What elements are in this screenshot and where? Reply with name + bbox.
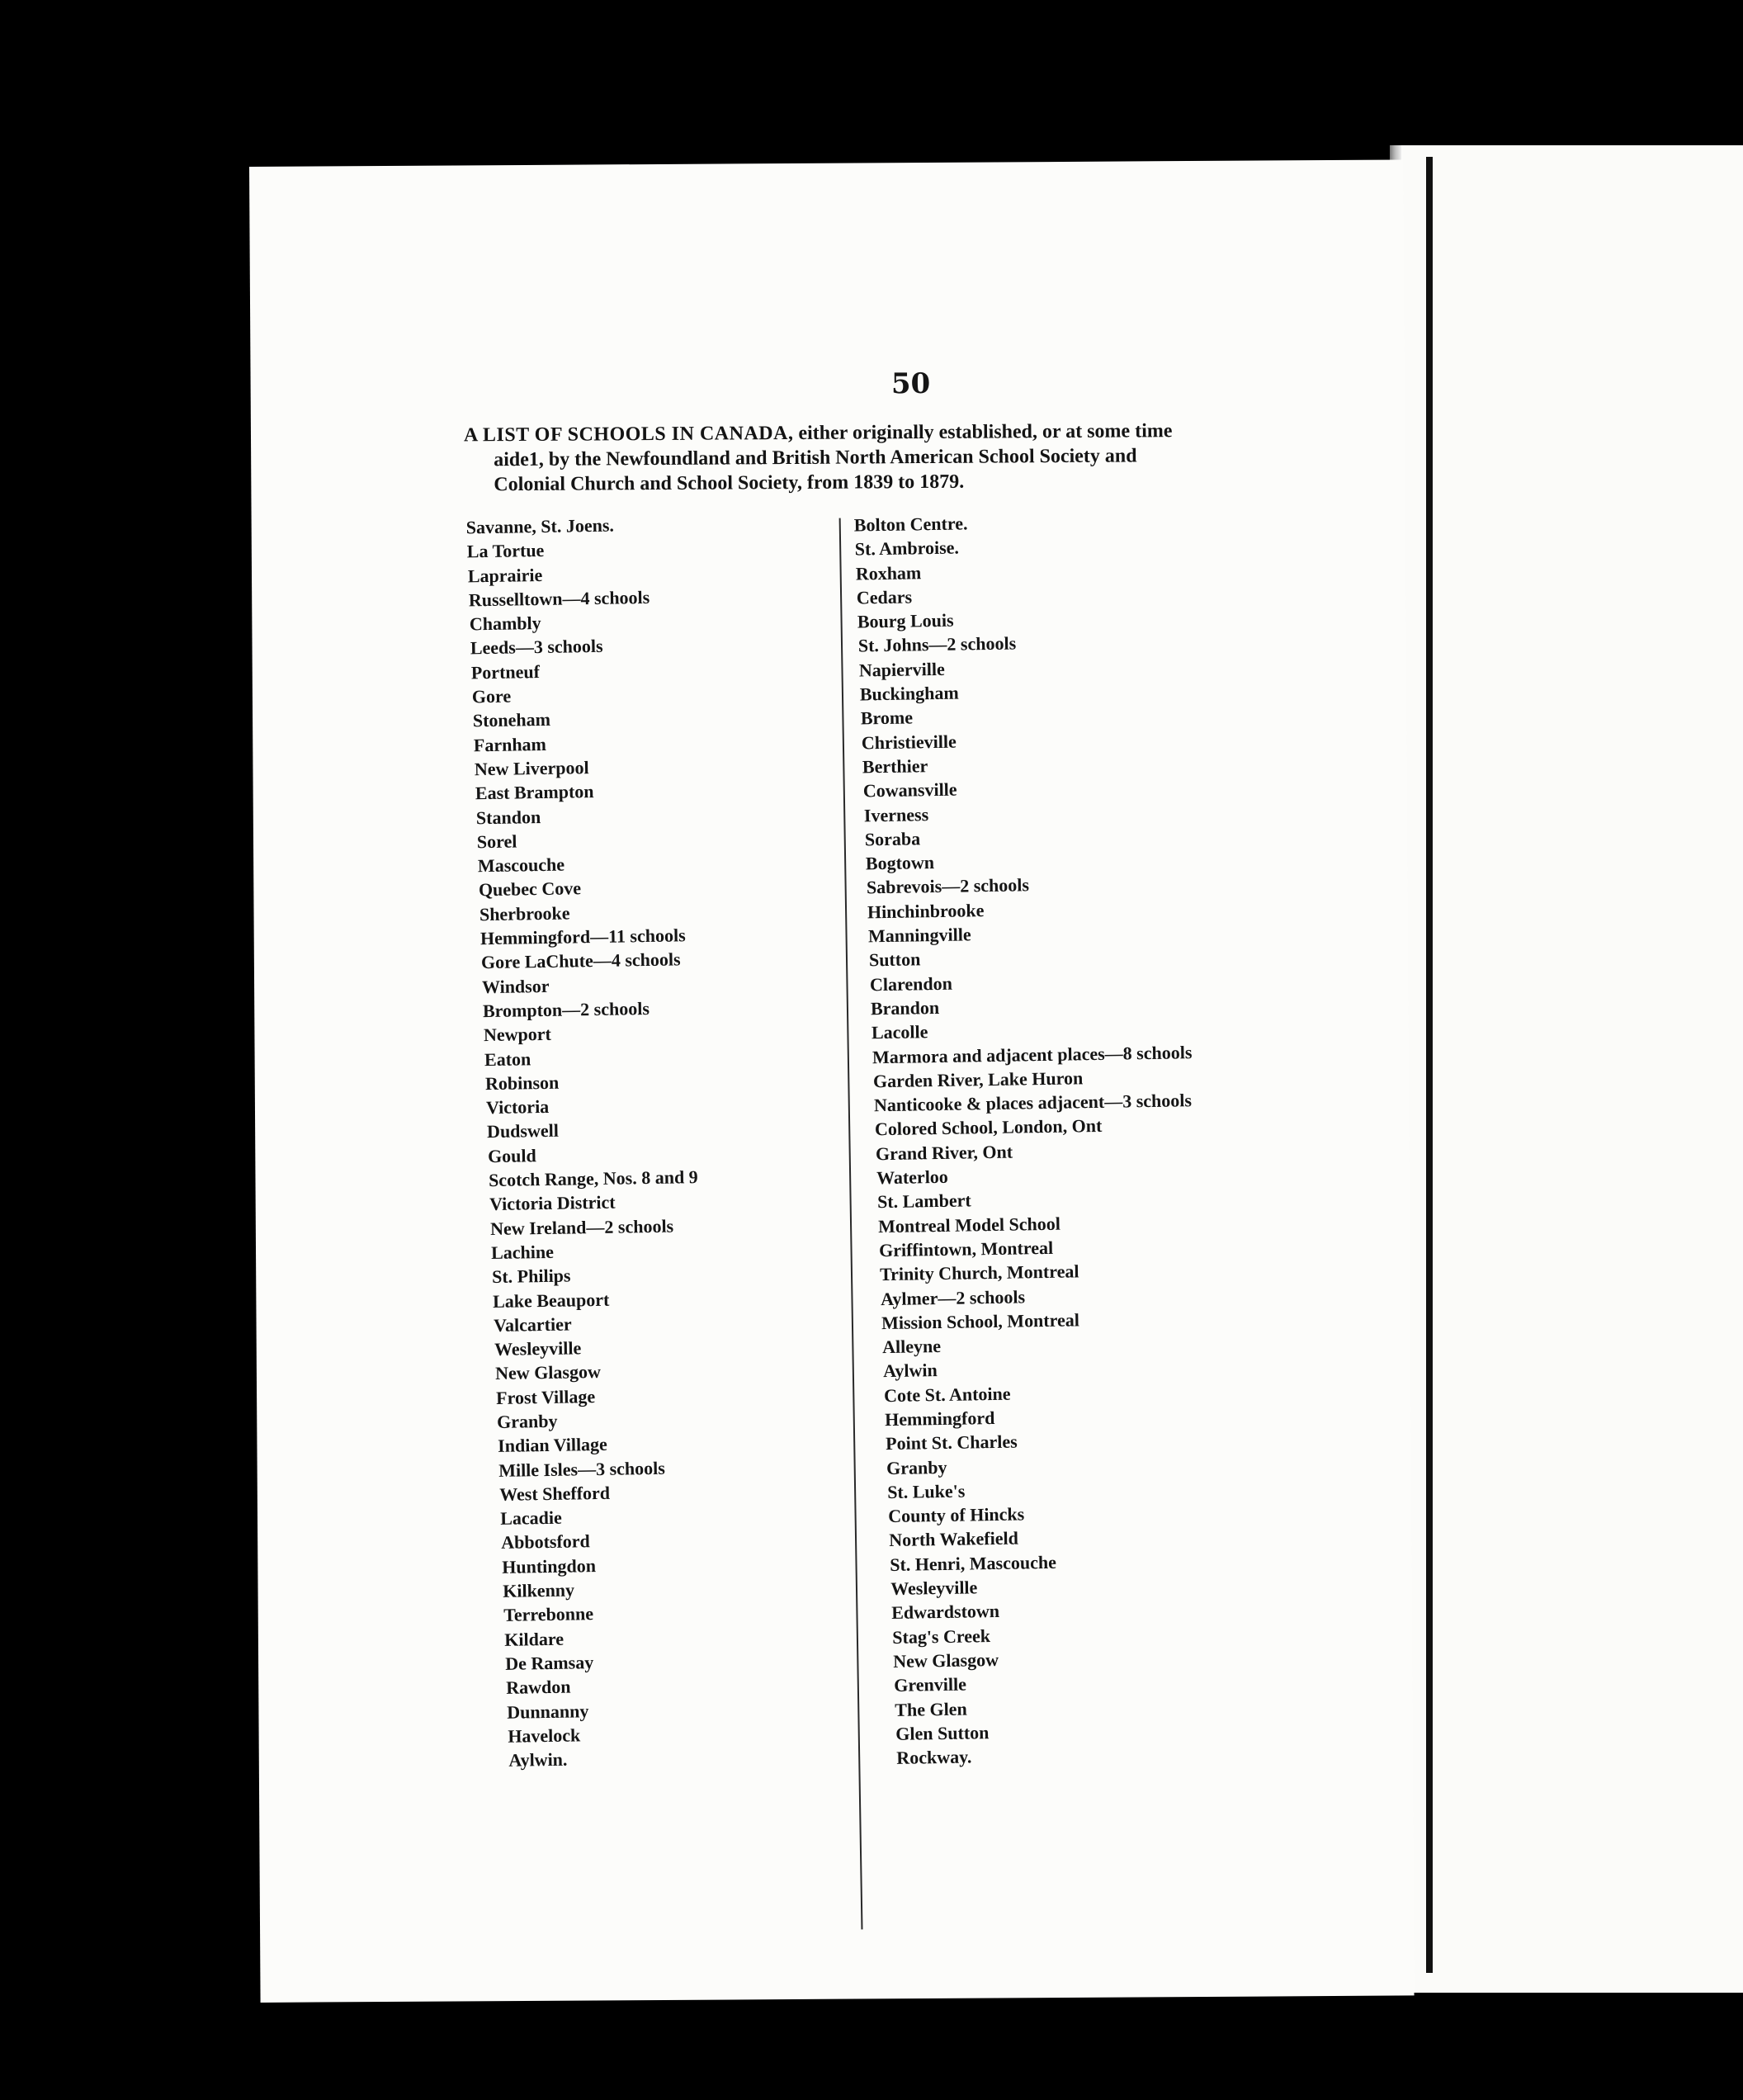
school-entry: Garden River, Lake Huron (872, 1067, 1084, 1092)
school-entry: Dudswell (486, 1120, 560, 1142)
school-entry: La Tortue (466, 540, 545, 562)
school-entry: Granby (886, 1456, 947, 1478)
school-entry: Mascouche (477, 854, 565, 877)
school-entry: Berthier (862, 755, 928, 778)
school-entry: North Wakefield (889, 1528, 1019, 1551)
facing-page-rule (1426, 157, 1433, 1973)
school-entry: Valcartier (493, 1313, 572, 1336)
heading-title: A LIST OF SCHOOLS IN CANADA, (463, 422, 794, 447)
school-entry: Manningville (867, 924, 971, 947)
right-school-list (854, 506, 1336, 1771)
school-entry: Brompton—2 schools (482, 997, 650, 1022)
school-entry: Edwardstown (891, 1601, 1000, 1624)
school-entry: Victoria (485, 1096, 550, 1119)
school-entry: Mille Isles—3 schools (498, 1457, 666, 1481)
school-entry: Dunnanny (507, 1700, 589, 1723)
school-entry: Clarendon (869, 972, 953, 995)
school-entry: New Glasgow (893, 1648, 999, 1672)
school-entry: Kilkenny (503, 1579, 575, 1601)
school-entry: Aylwin. (508, 1748, 568, 1771)
school-entry: Bogtown (865, 852, 935, 874)
facing-page (1390, 145, 1743, 1993)
school-entry: Havelock (508, 1724, 581, 1747)
school-entry: Waterloo (876, 1166, 949, 1189)
school-entry: Sherbrooke (479, 902, 570, 925)
school-entry: Chambly (469, 612, 541, 635)
school-entry: Cowansville (862, 778, 957, 802)
school-entry: Alleyne (881, 1336, 942, 1358)
school-entry: Wesleyville (494, 1337, 582, 1360)
school-entry: Lachine (490, 1241, 555, 1263)
school-entry: Rockway. (896, 1746, 972, 1769)
school-entry: Terrebonne (503, 1603, 594, 1626)
school-entry: De Ramsay (505, 1652, 594, 1674)
school-entry: St. Lambert (876, 1190, 971, 1213)
school-entry: Aylwin (882, 1360, 938, 1382)
school-entry: Brandon (870, 996, 940, 1019)
school-entry: Montreal Model School (877, 1213, 1061, 1237)
school-entry: Scotch Range, Nos. 8 and 9 (488, 1166, 698, 1191)
school-entry: Roxham (855, 561, 922, 584)
school-entry: Colored School, London, Ont (874, 1115, 1103, 1140)
school-entry: Sorel (476, 830, 517, 853)
school-entry: St. Johns—2 schools (857, 632, 1017, 656)
school-entry: Windsor (481, 975, 550, 997)
school-entry: St. Philips (491, 1265, 571, 1288)
school-entry: Newport (483, 1024, 552, 1046)
heading-line-1-rest: either originally established, or at some time (793, 420, 1173, 444)
heading-line-2: aide1, by the Newfoundland and British North American School Society and (494, 445, 1137, 471)
school-entry: Aylmer—2 schools (880, 1285, 1026, 1309)
school-entry: Stag's Creek (892, 1625, 991, 1648)
school-entry: Point St. Charles (885, 1431, 1018, 1454)
school-entry: Iverness (863, 803, 929, 825)
school-entry: St. Ambroise. (854, 537, 960, 560)
school-entry: Christieville (861, 731, 957, 754)
school-entry: Lacadie (500, 1506, 562, 1530)
school-entry: Quebec Cove (478, 877, 582, 901)
school-entry: Nanticooke & places adjacent—3 schools (873, 1090, 1193, 1116)
school-entry: Farnham (473, 733, 547, 755)
school-entry: The Glen (895, 1698, 967, 1720)
school-entry: Sutton (868, 948, 921, 971)
school-entry: Standon (475, 806, 541, 828)
school-entry: Hinchinbrooke (867, 899, 985, 923)
school-entry: Robinson (484, 1071, 560, 1094)
school-entry: New Glasgow (494, 1361, 602, 1384)
school-entry: West Shefford (499, 1482, 611, 1505)
school-entry: St. Henri, Mascouche (890, 1551, 1057, 1575)
school-entry: Abbotsford (501, 1530, 590, 1554)
school-entry: Sabrevois—2 schools (866, 874, 1030, 898)
school-entry: Kildare (504, 1628, 564, 1650)
school-entry: Huntingdon (502, 1554, 597, 1577)
school-entry: Lacolle (871, 1021, 928, 1043)
school-entry: Bolton Centre. (853, 513, 968, 536)
school-entry: St. Luke's (887, 1480, 966, 1502)
school-entry: Indian Village (497, 1434, 608, 1457)
school-entry: Glen Sutton (895, 1721, 990, 1744)
school-entry: Bourg Louis (857, 609, 954, 632)
school-entry: Grenville (894, 1673, 967, 1696)
school-entry: County of Hincks (888, 1503, 1025, 1527)
school-entry: Hemmingford—11 schools (479, 925, 686, 949)
school-entry: Stoneham (472, 709, 551, 731)
school-entry: Savanne, St. Joens. (465, 514, 615, 538)
school-entry: Buckingham (859, 682, 959, 705)
school-entry: Russelltown—4 schools (468, 586, 650, 611)
school-entry: Brome (860, 707, 914, 729)
school-entry: Soraba (864, 828, 921, 850)
school-entry: Rawdon (506, 1676, 571, 1699)
school-entry: New Liverpool (474, 757, 589, 780)
school-entry: Gore LaChute—4 schools (480, 948, 681, 973)
school-entry: Cedars (856, 586, 913, 608)
school-entry: Marmora and adjacent places—8 schools (872, 1041, 1193, 1067)
school-entry: Eaton (484, 1048, 531, 1070)
school-entry: Hemmingford (884, 1407, 995, 1431)
school-entry: Griffintown, Montreal (878, 1237, 1054, 1261)
list-heading (464, 419, 1249, 498)
heading-line-3: Colonial Church and School Society, from 1839 to 1879. (494, 471, 965, 496)
school-entry: Gould (487, 1144, 536, 1166)
school-entry: Grand River, Ont (875, 1141, 1013, 1164)
school-entry: Lake Beauport (492, 1289, 610, 1312)
left-column (466, 509, 849, 1772)
school-entry: Mission School, Montreal (881, 1309, 1080, 1333)
school-entry: Granby (496, 1410, 558, 1432)
school-entry: Cote St. Antoine (883, 1383, 1011, 1406)
school-entry: East Brampton (475, 781, 594, 804)
school-entry: Trinity Church, Montreal (879, 1260, 1079, 1285)
school-entry: Napierville (858, 658, 945, 681)
school-entry: Frost Village (495, 1385, 596, 1408)
school-entry: Portneuf (470, 660, 541, 683)
school-entry: Laprairie (467, 564, 543, 586)
left-school-list (466, 509, 849, 1772)
right-column (854, 506, 1336, 1771)
school-entry: Wesleyville (890, 1577, 978, 1600)
page-number: 50 (890, 367, 931, 401)
document-page (249, 159, 1415, 2002)
school-entry: Leeds—3 schools (470, 636, 603, 659)
school-entry: Victoria District (489, 1191, 616, 1215)
school-entry: Gore (471, 685, 512, 707)
school-entry: New Ireland—2 schools (489, 1215, 674, 1239)
